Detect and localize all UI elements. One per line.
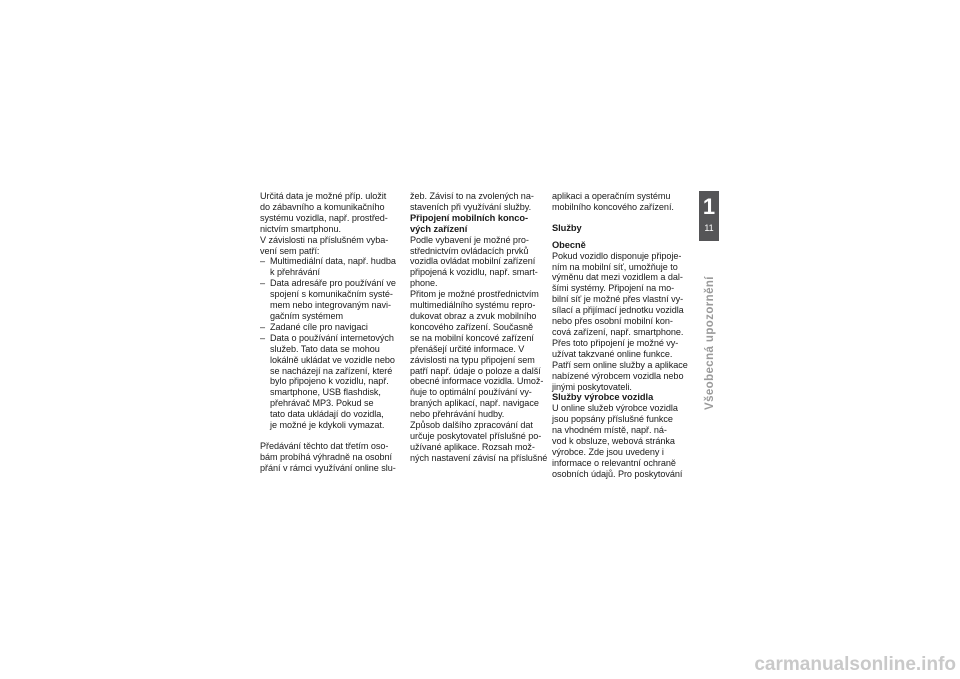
list-item: – Data o používání internetových služeb. Tato data se mohou lokálně ukládat ve vozidle nebo se nacházejí na zařízení, které bylo připojeno k vozidlu, např. smartphone, USB flashdisk, přehrávač MP3. Pokud se tato data ukládají do vozidla, je možné je kdykoli vymazat. [260, 333, 408, 431]
heading-general: Obecně [552, 239, 586, 250]
paragraph-multimedia: Přitom je možné prostřednictvím multimediálního systému repro- dukovat obraz a zvuk mobilního koncového zařízení. Současně se na mobilní koncové zařízení přenášejí určité informace. V závislosti na typu připojení sem patří např. údaje o poloze a další obecné informace vozidla. Umož- ňuje to optimální používání vy- braných aplikací, např. navigace nebo přehrávání hudby. [410, 289, 544, 420]
heading-manufacturer-services: Služby výrobce vozidla [552, 392, 654, 403]
page-number: 11 [704, 223, 714, 233]
text-column-2 [410, 191, 558, 464]
list-item: – Zadané cíle pro navigaci [260, 322, 408, 333]
chapter-side-label: Všeobecná upozornění [704, 276, 716, 410]
paragraph-third-party: Předávání těchto dat třetím oso- bám probíhá výhradně na osobní přání v rámci využívání online slu- [260, 441, 396, 474]
heading-services: Služby [552, 222, 582, 233]
chapter-tab [699, 191, 719, 241]
text-column-3 [552, 191, 700, 480]
heading-mobile-devices: Připojení mobilních konco- vých zařízení [410, 212, 529, 234]
list-item: – Data adresáře pro používání ve spojení s komunikačním systé- mem nebo integrovaným navi- gačním systémem [260, 278, 408, 322]
paragraph-continuation: aplikaci a operačním systému mobilního koncového zařízení. [552, 191, 674, 212]
text-column-1 [260, 191, 408, 474]
paragraph-stored-data: Určitá data je možné příp. uložit do zábavního a komunikačního systému vozidla, např. prostřed- nictvím smartphonu. [260, 191, 388, 234]
data-type-list [260, 256, 408, 431]
paragraph-controls: Podle vybavení je možné pro- střednictvím ovládacích prvků vozidla ovládat mobilní zařízení připojená k vozidlu, např. smart- phone. [410, 234, 538, 289]
paragraph-online-services: U online služeb výrobce vozidla jsou popsány příslušné funkce na vhodném místě, např. ná- vod k obsluze, webová stránka výrobce. Zde jsou uvedeny i informace o relevantní ochraně osobních údajů. Pro poskytování [552, 403, 683, 479]
paragraph-processing: Způsob dalšího zpracování dat určuje poskytovatel příslušné po- užívané aplikace. Rozsah mož- ných nastavení závisí na příslušné [410, 420, 548, 463]
paragraph-includes: V závislosti na příslušném vyba- vení sem patří: [260, 234, 389, 256]
list-item: – Multimediální data, např. hudba k přehrávání [260, 256, 408, 278]
watermark: carmanualsonline.info [754, 654, 956, 675]
chapter-number: 1 [702, 194, 716, 219]
paragraph-mobile-network: Pokud vozidlo disponuje připoje- ním na mobilní síť, umožňuje to výměnu dat mezi vozidlem a dal- šími systémy. Připojení na mo- bilní síť je možné přes vlastní vy- sílací a přijímací jednotku vozidla nebo přes osobní mobilní kon- cová zařízení, např. smartphone. Přes toto připojení je možné vy- užívat takzvané online funkce. Patří sem online služby a aplikace nabízené výrobcem vozidla nebo jinými poskytovateli. [552, 250, 688, 392]
paragraph-continuation: žeb. Závisí to na zvolených na- staveních při využívání služby. [410, 191, 534, 212]
